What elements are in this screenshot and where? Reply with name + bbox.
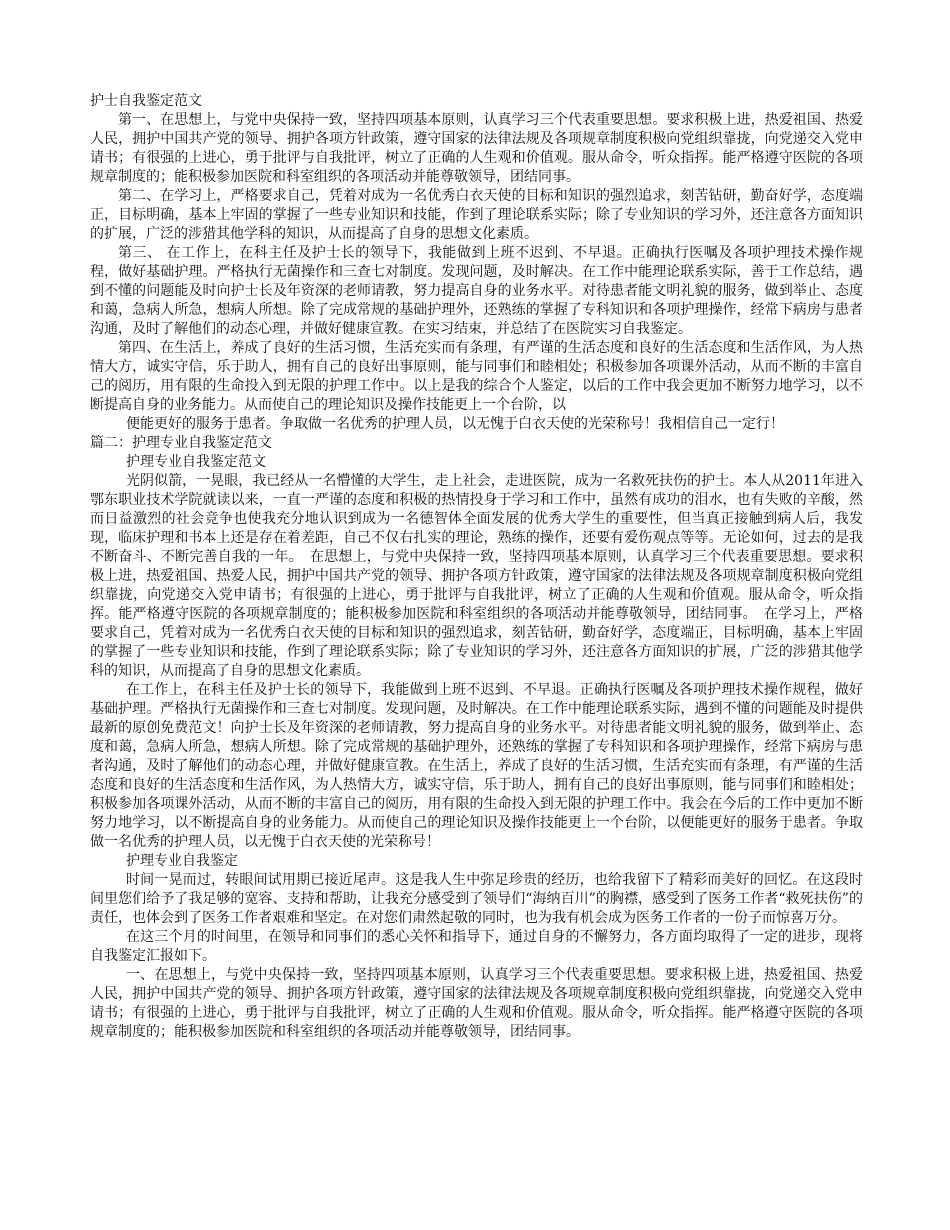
- document-page: [90, 92, 863, 1042]
- section-heading: 篇二：护理专业自我鉴定范文: [90, 435, 272, 451]
- paragraph: 第二、在学习上，严格要求自己，凭着对成为一名优秀白衣天使的目标和知识的强烈追求，刻苦钻研，勤奋好学，态度端正，目标明确，基本上牢固的掌握了一些专业知识和技能，作到了理论联系实际；除了专业知识的学习外，还注意各方面知识的扩展，广泛的涉猎其他学科的知识，从而提高了自身的思想文化素质。: [90, 188, 863, 242]
- paragraph: 一、在思想上，与党中央保持一致，坚持四项基本原则，认真学习三个代表重要思想。要求积极上进，热爱祖国、热爱人民，拥护中国共产党的领导、拥护各项方针政策，遵守国家的法律法规及各项规章制度积极向党组织靠拢，向党递交入党申请书；有很强的上进心，勇于批评与自我批评，树立了正确的人生观和价值观。服从命令，听众指挥。能严格遵守医院的各项规章制度的；能积极参加医院和科室组织的各项活动并能尊敬领导，团结同事。: [90, 967, 863, 1040]
- paragraph: 第一、在思想上，与党中央保持一致，坚持四项基本原则，认真学习三个代表重要思想。要求积极上进，热爱祖国、热爱人民，拥护中国共产党的领导、拥护各项方针政策，遵守国家的法律法规及各项规章制度积极向党组织靠拢，向党递交入党申请书；有很强的上进心，勇于批评与自我批评，树立了正确的人生观和价值观。服从命令，听众指挥。能严格遵守医院的各项规章制度的；能积极参加医院和科室组织的各项活动并能尊敬领导，团结同事。: [90, 112, 863, 185]
- section-subtitle: 护理专业自我鉴定范文: [126, 454, 266, 470]
- paragraph: 时间一晃而过，转眼间试用期已接近尾声。这是我人生中弥足珍贵的经历，也给我留下了精彩而美好的回忆。在这段时间里您们给予了我足够的宽容、支持和帮助，让我充分感受到了领导们“海纳百川”的胸襟，感受到了医务工作者“救死扶伤”的责任，也体会到了医务工作者艰难和坚定。在对您们肃然起敬的同时，也为我有机会成为医务工作者的一份子而惊喜万分。: [90, 872, 863, 926]
- paragraph: 在工作上，在科主任及护士长的领导下，我能做到上班不迟到、不早退。正确执行医嘱及各项护理技术操作规程，做好基础护理。严格执行无菌操作和三查七对制度。发现问题，及时解决。在工作中能理论联系实际，遇到不懂的问题能及时提供最新的原创免费范文！向护士长及年资深的老师请教，努力提高自身的业务水平。对待患者能文明礼貌的服务，做到举止、态度和蔼，急病人所急，想病人所想。除了完成常规的基础护理外，还熟练的掌握了专科知识和各项护理操作，经常下病房与患者沟通，及时了解他们的动态心理，并做好健康宣教。在生活上，养成了良好的生活习惯，生活充实而有条理，有严谨的生活态度和良好的生活态度和生活作风，为人热情大方，诚实守信，乐于助人，拥有自己的良好出事原则，能与同事们和睦相处；积极参加各项课外活动，从而不断的丰富自己的阅历，用有限的生命投入到无限的护理工作中。我会在今后的工作中更加不断努力地学习，以不断提高自身的业务能力。从而使自己的理论知识及操作技能更上一个台阶，以便能更好的服务于患者。争取做一名优秀的护理人员，以无愧于白衣天使的光荣称号！: [90, 682, 863, 850]
- paragraph: 第四、在生活上，养成了良好的生活习惯，生活充实而有条理，有严谨的生活态度和良好的生活态度和生活作风，为人热情大方，诚实守信，乐于助人，拥有自己的良好出事原则，能与同事们和睦相处；积极参加各项课外活动，从而不断的丰富自己的阅历，用有限的生命投入到无限的护理工作中。以上是我的综合个人鉴定，以后的工作中我会更加不断努力地学习，以不断提高自身的业务能力。从而使自己的理论知识及操作技能更上一个台阶，以: [90, 340, 863, 413]
- paragraph: 在这三个月的时间里，在领导和同事们的悉心关怀和指导下，通过自身的不懈努力，各方面均取得了一定的进步，现将自我鉴定汇报如下。: [90, 929, 863, 964]
- document-title: 护士自我鉴定范文: [90, 93, 202, 109]
- section-subtitle: 护理专业自我鉴定: [126, 853, 238, 869]
- paragraph: 光阴似箭，一晃眼，我已经从一名懵懂的大学生，走上社会，走进医院，成为一名救死扶伤的护士。本人从2011年进入鄂东职业技术学院就读以来，一直一严谨的态度和积极的热情投身于学习和工作中，虽然有成功的泪水，也有失败的辛酸，然而日益激烈的社会竞争也使我充分地认识到成为一名德智体全面发展的优秀大学生的重要性，但当真正接触到病人后，我发现，临床护理和书本上还是存在着差距，自己不仅右扎实的理论，熟练的操作，还要有爱伤观点等等。无论如何，过去的是我不断奋斗、不断完善自我的一年。 在思想上，与党中央保持一致，坚持四项基本原则，认真学习三个代表重要思想。要求积极上进，热爱祖国、热爱人民，拥护中国共产党的领导、拥护各项方针政策，遵守国家的法律法规及各项规章制度积极向党组织靠拢，向党递交入党申请书；有很强的上进心，勇于批评与自我批评，树立了正确的人生观和价值观。服从命令，听众指挥。能严格遵守医院的各项规章制度的；能积极参加医院和科室组织的各项活动并能尊敬领导，团结同事。 在学习上，严格要求自己，凭着对成为一名优秀白衣天使的目标和知识的强烈追求，刻苦钻研，勤奋好学，态度端正，目标明确，基本上牢固的掌握了一些专业知识和技能，作到了理论联系实际；除了专业知识的学习外，还注意各方面知识的扩展，广泛的涉猎其他学科的知识，从而提高了自身的思想文化素质。: [90, 473, 863, 679]
- paragraph: 便能更好的服务于患者。争取做一名优秀的护理人员，以无愧于白衣天使的光荣称号！我相信自己一定行！: [126, 416, 784, 432]
- paragraph: 第三、 在工作上，在科主任及护士长的领导下，我能做到上班不迟到、不早退。正确执行医嘱及各项护理技术操作规程，做好基础护理。严格执行无菌操作和三查七对制度。发现问题，及时解决。在工作中能理论联系实际，善于工作总结，遇到不懂的问题能及时向护士长及年资深的老师请教，努力提高自身的业务水平。对待患者能文明礼貌的服务，做到举止、态度和蔼，急病人所急，想病人所想。除了完成常规的基础护理外，还熟练的掌握了专科知识和各项护理操作，经常下病房与患者沟通，及时了解他们的动态心理，并做好健康宣教。在实习结束，并总结了在医院实习自我鉴定。: [90, 245, 863, 337]
